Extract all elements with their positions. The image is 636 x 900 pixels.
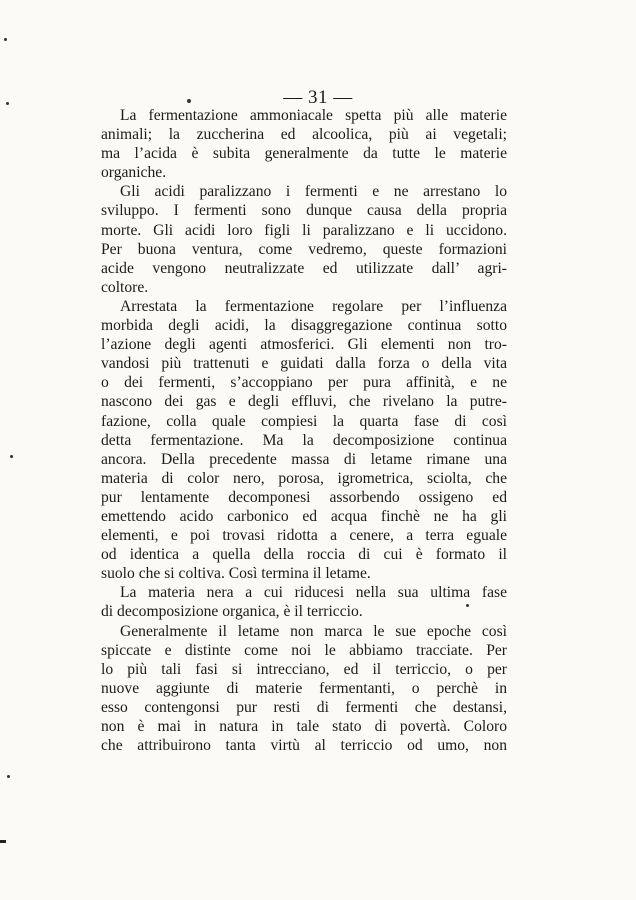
paragraph-5 <box>101 622 507 756</box>
text-line: detta fermentazione. Ma la decomposizione continua <box>101 431 507 449</box>
scan-speck <box>4 38 7 41</box>
scan-speck <box>466 604 469 607</box>
text-line: emettendo acido carbonico ed acqua finchè ne ha gli <box>101 507 507 525</box>
text-line: nuove aggiunte di materie fermentanti, o perchè in <box>101 679 507 697</box>
text-line: Per buona ventura, come vedremo, queste formazioni <box>101 240 507 258</box>
paragraph-1 <box>101 106 507 182</box>
text-line: vandosi più trattenuti e guidati dalla forza o della vita <box>101 355 507 373</box>
text-line: o dei fermenti, s’accoppiano per pura affinità, e ne <box>101 374 507 392</box>
text-line: materia di color nero, porosa, igrometrica, sciolta, che <box>101 469 507 487</box>
text-line: suolo che si coltiva. Così termina il letame. <box>101 565 371 583</box>
paragraph-3 <box>101 297 507 583</box>
text-line: elementi, e poi trovasi ridotta a cenere, a terra eguale <box>101 527 507 545</box>
text-line: coltore. <box>101 278 149 296</box>
text-line: di decomposizione organica, è il terriccio. <box>101 603 363 621</box>
scan-speck <box>10 455 13 458</box>
text-line: che attribuirono tanta virtù al terriccio od umo, non <box>101 737 507 755</box>
text-line: morbida degli acidi, la disaggregazione continua sotto <box>101 317 507 335</box>
body-text <box>101 106 507 755</box>
text-line: ancora. Della precedente massa di letame rimane una <box>101 450 507 468</box>
text-line: Gli acidi paralizzano i fermenti e ne arrestano lo <box>120 183 507 201</box>
text-line: lo più tali fasi si intrecciano, ed il terriccio, o per <box>101 660 507 678</box>
text-line: l’azione degli agenti atmosferici. Gli elementi non tro- <box>101 336 507 354</box>
paragraph-2 <box>101 182 507 297</box>
text-line: La fermentazione ammoniacale spetta più alle materie <box>120 107 507 124</box>
text-line: spiccate e distinte come noi le abbiamo tracciate. Per <box>101 641 507 659</box>
text-line: fazione, colla quale compiesi la quarta fase di così <box>101 412 507 430</box>
text-line: non è mai in natura in tale stato di povertà. Coloro <box>101 718 507 735</box>
text-line: Arrestata la fermentazione regolare per l’influenza <box>120 297 507 315</box>
text-line: morte. Gli acidi loro figli li paralizzano e li uccidono. <box>101 221 507 239</box>
scan-speck <box>187 99 191 103</box>
text-line: acide vengono neutralizzate ed utilizzate dall’ agri- <box>101 259 507 277</box>
text-line: ma l’acida è subita generalmente da tutte le materie <box>101 145 507 163</box>
paragraph-4 <box>101 583 507 621</box>
text-line: La materia nera a cui riducesi nella sua ultima fase <box>120 584 507 602</box>
page-number: — 31 — <box>283 87 353 108</box>
text-line: pur lentamente decomponesi assorbendo ossigeno ed <box>101 488 507 506</box>
text-line: esso contengonsi pur resti di fermenti che destansi, <box>101 698 507 716</box>
text-line: sviluppo. I fermenti sono dunque causa della propria <box>101 202 507 220</box>
text-line: animali; la zuccherina ed alcoolica, più ai vegetali; <box>101 126 507 144</box>
text-line: od identica a quella della roccia di cui è formato il <box>101 546 507 564</box>
text-line: nascono dei gas e degli effluvi, che rivelano la putre- <box>101 393 507 411</box>
text-line: Generalmente il letame non marca le sue epoche così <box>120 622 507 640</box>
scan-speck <box>6 102 9 105</box>
text-line: organiche. <box>101 164 167 182</box>
scan-edge-mark <box>0 840 6 843</box>
scan-speck <box>7 775 10 778</box>
